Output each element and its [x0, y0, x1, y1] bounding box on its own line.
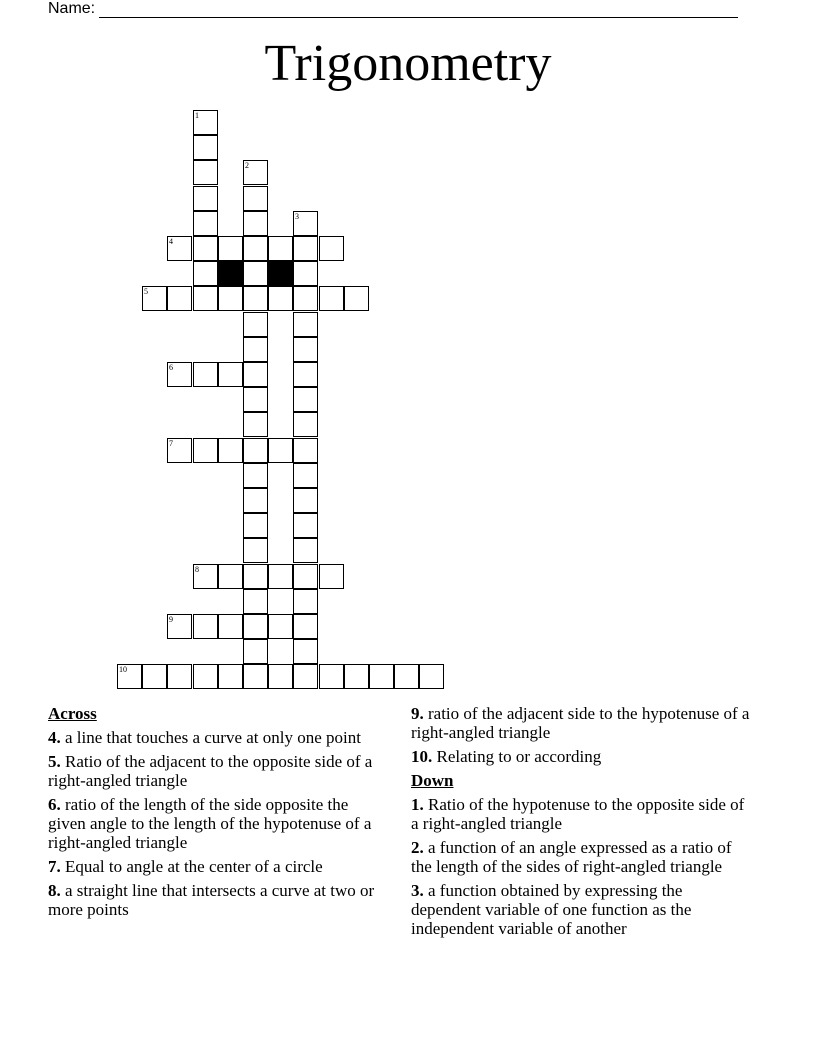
crossword-cell[interactable] [117, 664, 142, 689]
cell-number: 10 [119, 665, 127, 674]
clue-text: Ratio of the adjacent to the opposite side of a right-angled triangle [48, 752, 373, 790]
crossword-cell[interactable] [243, 488, 268, 513]
crossword-cell[interactable] [167, 286, 192, 311]
crossword-cell[interactable] [319, 664, 344, 689]
across-clue-5 [48, 752, 383, 790]
clue-text: ratio of the length of the side opposite the given angle to the length of the hypotenuse of a right-angled triangle [48, 795, 372, 852]
crossword-cell[interactable] [193, 261, 218, 286]
crossword-cell[interactable] [243, 538, 268, 563]
crossword-cell[interactable] [243, 160, 268, 185]
crossword-cell[interactable] [243, 438, 268, 463]
crossword-cell[interactable] [243, 337, 268, 362]
crossword-cell[interactable] [344, 664, 369, 689]
cell-number: 5 [144, 287, 148, 296]
crossword-cell[interactable] [268, 286, 293, 311]
crossword-cell[interactable] [167, 438, 192, 463]
clue-text: a straight line that intersects a curve at two or more points [48, 881, 375, 919]
across-clue-8 [48, 881, 383, 919]
clue-number: 10. [411, 747, 433, 766]
cell-number: 2 [245, 161, 249, 170]
across-clue-9 [411, 704, 751, 742]
crossword-cell[interactable] [319, 236, 344, 261]
crossword-cell[interactable] [243, 513, 268, 538]
page-title: Trigonometry [264, 35, 552, 92]
crossword-cell[interactable] [243, 387, 268, 412]
clue-text: a function of an angle expressed as a ratio of the length of the sides of right-angled triangle [411, 838, 732, 876]
crossword-cell[interactable] [193, 236, 218, 261]
crossword-cell[interactable] [344, 286, 369, 311]
crossword-cell[interactable] [193, 135, 218, 160]
crossword-cell[interactable] [293, 463, 318, 488]
crossword-cell[interactable] [243, 589, 268, 614]
clues-right-column [411, 704, 751, 943]
crossword-cell[interactable] [218, 664, 243, 689]
crossword-cell[interactable] [243, 463, 268, 488]
crossword-cell[interactable] [268, 614, 293, 639]
crossword-cell[interactable] [167, 614, 192, 639]
cell-number: 9 [169, 615, 173, 624]
crossword-cell[interactable] [193, 110, 218, 135]
crossword-cell[interactable] [268, 438, 293, 463]
crossword-cell[interactable] [268, 236, 293, 261]
cell-number: 7 [169, 439, 173, 448]
crossword-cell[interactable] [218, 286, 243, 311]
crossword-cell[interactable] [293, 312, 318, 337]
crossword-cell[interactable] [243, 211, 268, 236]
crossword-cell[interactable] [243, 261, 268, 286]
crossword-cell[interactable] [293, 513, 318, 538]
crossword-cell[interactable] [293, 286, 318, 311]
clue-text: Ratio of the hypotenuse to the opposite side of a right-angled triangle [411, 795, 745, 833]
down-clue-2 [411, 838, 751, 876]
crossword-cell[interactable] [193, 564, 218, 589]
crossword-cell[interactable] [193, 160, 218, 185]
crossword-cell[interactable] [243, 286, 268, 311]
crossword-cell[interactable] [293, 538, 318, 563]
crossword-cell[interactable] [419, 664, 444, 689]
across-clue-7 [48, 857, 383, 876]
crossword-cell[interactable] [193, 362, 218, 387]
blocked-cell [268, 261, 293, 286]
crossword-cell[interactable] [293, 438, 318, 463]
crossword-cell[interactable] [243, 236, 268, 261]
clue-number: 7. [48, 857, 61, 876]
crossword-cell[interactable] [243, 639, 268, 664]
clue-number: 5. [48, 752, 61, 771]
crossword-cell[interactable] [268, 664, 293, 689]
crossword-cell[interactable] [243, 564, 268, 589]
clue-text: a function obtained by expressing the dependent variable of one function as the independent variable of another [411, 881, 692, 938]
crossword-cell[interactable] [293, 337, 318, 362]
clue-number: 1. [411, 795, 424, 814]
across-clue-4 [48, 728, 383, 747]
crossword-cell[interactable] [268, 564, 293, 589]
crossword-cell[interactable] [293, 639, 318, 664]
clue-text: ratio of the adjacent side to the hypotenuse of a right-angled triangle [411, 704, 750, 742]
across-clue-10 [411, 747, 751, 766]
crossword-cell[interactable] [193, 286, 218, 311]
crossword-cell[interactable] [167, 236, 192, 261]
crossword-cell[interactable] [293, 664, 318, 689]
crossword-cell[interactable] [293, 261, 318, 286]
crossword-cell[interactable] [319, 286, 344, 311]
clues-left-column [48, 704, 383, 924]
crossword-cell[interactable] [293, 589, 318, 614]
name-label: Name: [48, 0, 96, 17]
cell-number: 1 [195, 111, 199, 120]
clue-number: 8. [48, 881, 61, 900]
crossword-cell[interactable] [218, 438, 243, 463]
crossword-cell[interactable] [243, 362, 268, 387]
crossword-cell[interactable] [218, 564, 243, 589]
down-heading: Down [411, 771, 454, 790]
across-heading: Across [48, 704, 97, 723]
clue-number: 2. [411, 838, 424, 857]
crossword-cell[interactable] [293, 211, 318, 236]
crossword-cell[interactable] [142, 286, 167, 311]
cell-number: 6 [169, 363, 173, 372]
across-clue-6 [48, 795, 383, 852]
crossword-cell[interactable] [218, 614, 243, 639]
cell-number: 8 [195, 565, 199, 574]
crossword-cell[interactable] [193, 186, 218, 211]
crossword-cell[interactable] [293, 387, 318, 412]
clue-number: 4. [48, 728, 61, 747]
crossword-cell[interactable] [193, 211, 218, 236]
crossword-cell[interactable] [167, 362, 192, 387]
clue-number: 3. [411, 881, 424, 900]
clue-text: a line that touches a curve at only one point [60, 728, 361, 747]
crossword-cell[interactable] [193, 438, 218, 463]
crossword-cell[interactable] [218, 236, 243, 261]
crossword-cell[interactable] [243, 312, 268, 337]
clue-text: Equal to angle at the center of a circle [60, 857, 323, 876]
crossword-cell[interactable] [142, 664, 167, 689]
crossword-cell[interactable] [243, 614, 268, 639]
crossword-cell[interactable] [293, 614, 318, 639]
down-clue-1 [411, 795, 751, 833]
clue-number: 6. [48, 795, 61, 814]
blocked-cell [218, 261, 243, 286]
crossword-cell[interactable] [293, 362, 318, 387]
crossword-cell[interactable] [369, 664, 394, 689]
crossword-cell[interactable] [167, 664, 192, 689]
crossword-cell[interactable] [394, 664, 419, 689]
crossword-cell[interactable] [293, 236, 318, 261]
crossword-cell[interactable] [243, 412, 268, 437]
crossword-cell[interactable] [193, 614, 218, 639]
down-clue-3 [411, 881, 751, 938]
crossword-cell[interactable] [293, 564, 318, 589]
cell-number: 4 [169, 237, 173, 246]
crossword-cell[interactable] [218, 362, 243, 387]
clue-number: 9. [411, 704, 424, 723]
crossword-cell[interactable] [293, 488, 318, 513]
clue-text: Relating to or according [432, 747, 602, 766]
crossword-cell[interactable] [243, 186, 268, 211]
crossword-cell[interactable] [193, 664, 218, 689]
cell-number: 3 [295, 212, 299, 221]
crossword-cell[interactable] [243, 664, 268, 689]
crossword-cell[interactable] [293, 412, 318, 437]
crossword-cell[interactable] [319, 564, 344, 589]
